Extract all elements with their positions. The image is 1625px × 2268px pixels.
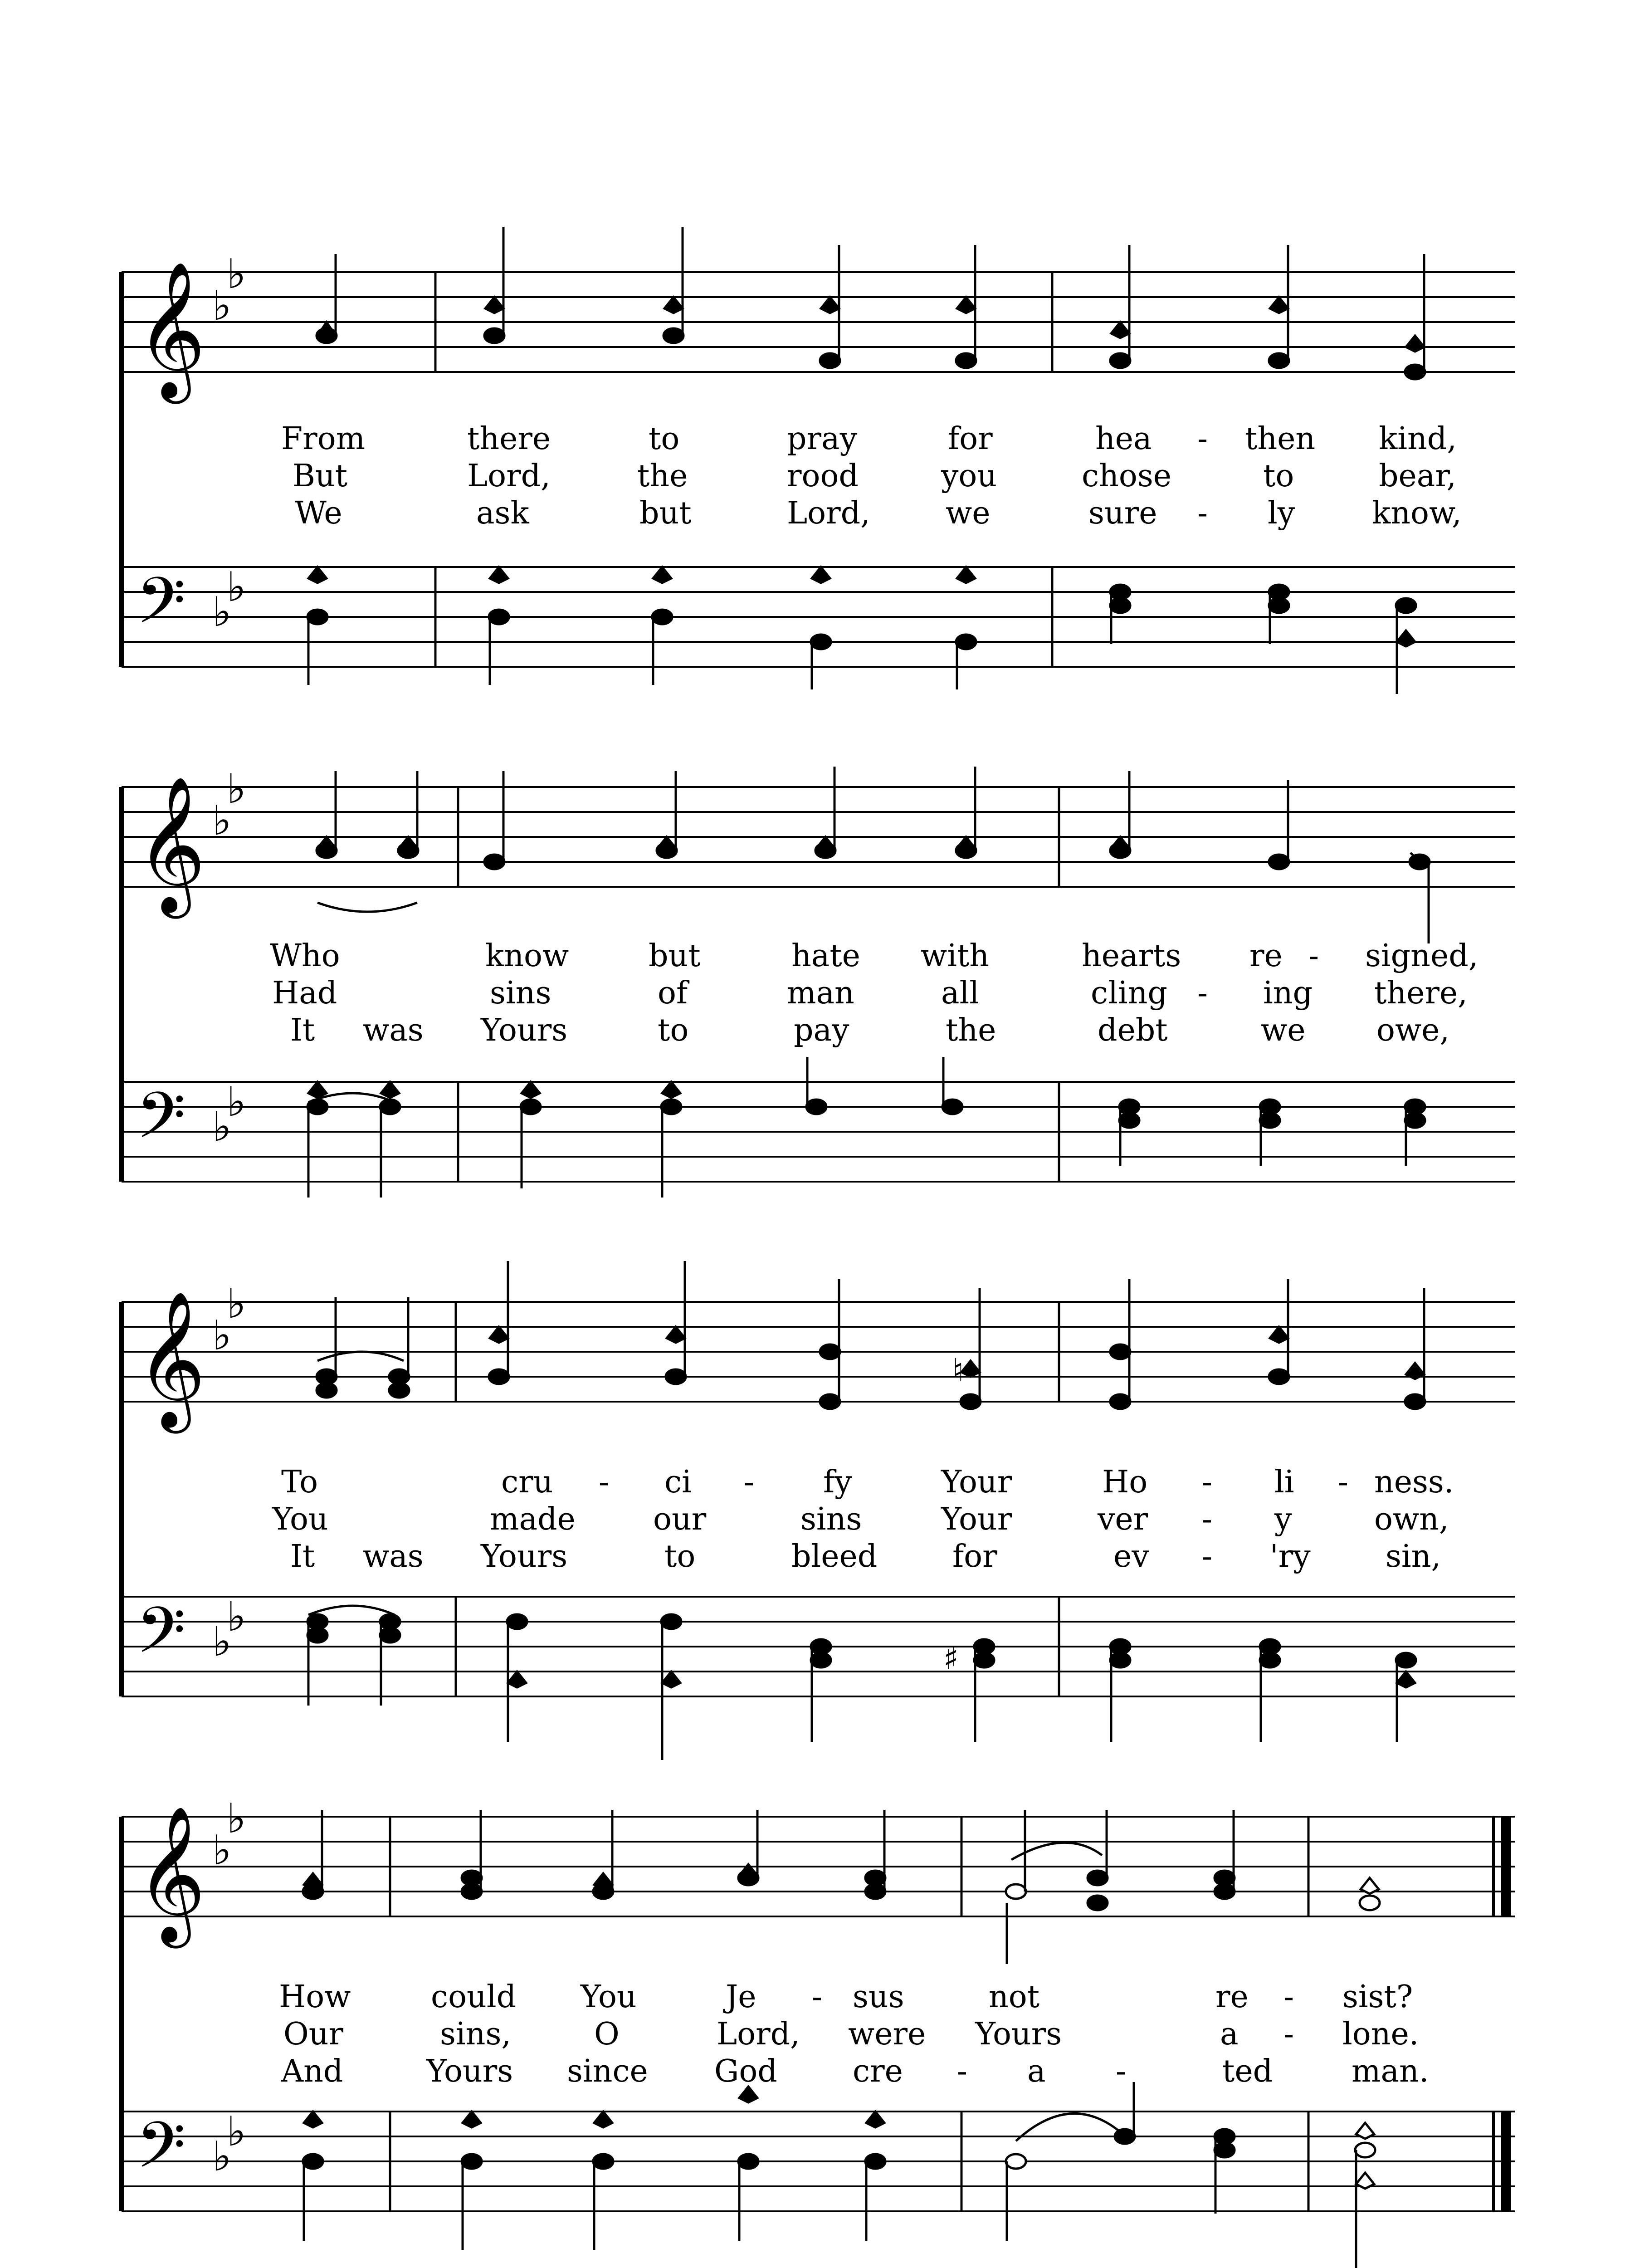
lyric-syllable: You [272,1501,328,1537]
lyric-syllable: ly [1268,495,1295,531]
key-signature-treble [212,1795,246,1874]
lyric-syllable: there, [1374,975,1468,1011]
lyric-syllable: kind, [1379,421,1457,457]
key-signature-treble [212,250,246,330]
treble-clef: 𝄞 [136,776,206,913]
lyric-hyphen: - [812,1979,822,2015]
lyric-syllable: ev [1113,1539,1149,1574]
system-2 [119,765,1515,1198]
key-signature-bass [212,2108,246,2180]
lyric-syllable: not [989,1979,1040,2015]
lyric-syllable: ver [1098,1501,1148,1537]
lyric-syllable: then [1245,421,1316,457]
lyric-syllable: Your [941,1464,1012,1500]
svg-text:♭: ♭ [227,2108,246,2156]
lyric-syllable: fy [823,1464,852,1500]
svg-text:♭: ♭ [227,1795,246,1843]
system-3 [119,1261,1515,1760]
key-signature-bass [212,1078,246,1151]
lyric-syllable: O [594,2016,620,2052]
lyric-syllable: sist? [1342,1979,1413,2015]
lyrics-verse-3 [290,1012,1449,1048]
lyric-syllable: ted [1222,2053,1273,2089]
lyric-syllable: there [467,421,551,457]
treble-notes [303,1810,1380,1964]
lyric-syllable: Your [941,1501,1012,1537]
lyric-syllable: we [1261,1012,1306,1048]
lyric-syllable: own, [1374,1501,1449,1537]
lyric-syllable: Yours [481,1012,568,1048]
svg-text:♭: ♭ [212,797,232,845]
treble-staff [122,1817,1515,1916]
lyric-hyphen: - [1202,1539,1212,1574]
lyric-hyphen: - [1202,1464,1212,1500]
lyric-syllable: owe, [1376,1012,1450,1048]
svg-text:♭: ♭ [212,1618,232,1666]
lyric-syllable: our [653,1501,707,1537]
lyric-syllable: sins [490,975,551,1011]
bass-clef: 𝄢 [136,1593,186,1683]
lyric-syllable: y [1274,1501,1292,1537]
lyric-syllable: of [658,975,688,1011]
treble-notes [317,1261,1425,1409]
lyric-syllable: ci [664,1464,692,1500]
svg-text:♭: ♭ [227,765,246,813]
lyric-syllable: ness. [1374,1464,1454,1500]
lyric-syllable: ing [1263,975,1313,1011]
lyric-syllable: And [281,2053,343,2089]
lyric-syllable: But [293,458,348,494]
sharp-sign: ♯ [943,1640,959,1677]
lyrics-verse-2 [272,975,1468,1011]
lyric-syllable: pray [787,421,857,457]
lyric-syllable: man. [1352,2053,1429,2089]
lyric-syllable: hea [1095,421,1152,457]
lyric-syllable: bleed [791,1539,878,1574]
lyric-syllable: sins [800,1501,862,1537]
system-bracket [119,1302,124,1696]
lyric-syllable: for [952,1539,997,1574]
lyric-hyphen: - [957,2053,967,2089]
lyric-syllable: sure [1088,495,1157,531]
lyric-syllable: a [1220,2016,1239,2052]
lyric-syllable: the [637,458,688,494]
lyric-syllable: could [431,1979,517,2015]
lyric-syllable: man [787,975,854,1011]
lyrics-verse-3 [290,1539,1441,1574]
lyric-syllable: to [1263,458,1294,494]
lyric-syllable: re [1249,938,1283,974]
lyric-hyphen: - [1197,421,1208,457]
lyric-syllable: debt [1098,1012,1168,1048]
svg-text:♭: ♭ [212,1103,232,1151]
lyric-syllable: was [363,1539,424,1574]
lyric-syllable: hearts [1082,938,1181,974]
treble-clef: 𝄞 [136,1290,206,1427]
lyric-syllable: were [848,2016,926,2052]
lyric-syllable: 'ry [1270,1539,1311,1574]
tie [317,1352,404,1361]
system-bracket [119,787,124,1182]
lyric-syllable: Lord, [787,495,870,531]
lyric-syllable: cling [1091,975,1167,1011]
system-bracket [119,1817,124,2211]
lyrics-verse-3 [295,495,1462,531]
lyric-syllable: Yours [426,2053,513,2089]
lyric-syllable: Yours [481,1539,568,1574]
lyrics-verse-2 [283,2016,1419,2052]
bass-clef: 𝄢 [136,2108,186,2198]
lyric-hyphen: - [1283,1979,1294,2015]
bass-notes [307,1614,1416,1760]
lyric-syllable: made [490,1501,576,1537]
lyric-syllable: to [649,421,680,457]
lyric-hyphen: - [744,1464,754,1500]
lyric-syllable: a [1027,2053,1046,2089]
svg-text:♭: ♭ [212,2133,232,2180]
lyric-hyphen: - [1202,1501,1212,1537]
lyrics-verse-1 [281,421,1457,457]
lyric-syllable: Je [726,1979,756,2015]
bass-notes [307,1057,1425,1198]
lyric-syllable: know [485,938,569,974]
lyric-syllable: Lord, [717,2016,800,2052]
treble-clef: 𝄞 [136,1805,206,1942]
treble-notes [317,767,1430,943]
lyric-syllable: Ho [1102,1464,1148,1500]
tie [308,1606,395,1615]
lyric-hyphen: - [1308,938,1319,974]
lyric-syllable: we [946,495,991,531]
lyric-syllable: pay [794,1012,849,1048]
bass-notes [307,567,1416,694]
svg-text:♭: ♭ [227,1078,246,1126]
lyric-syllable: chose [1082,458,1171,494]
lyric-syllable: with [921,938,990,974]
bass-clef: 𝄢 [136,1079,186,1168]
bass-staff [122,1082,1515,1182]
system-4 [119,1795,1515,2268]
natural-sign: ♮ [952,1352,964,1389]
treble-notes [317,227,1425,379]
lyric-hyphen: - [1197,495,1208,531]
lyric-syllable: Lord, [467,458,551,494]
lyrics-verse-1 [281,1464,1454,1500]
lyric-syllable: Our [283,2016,344,2052]
svg-text:♭: ♭ [227,1280,246,1328]
svg-text:♭: ♭ [212,1827,232,1874]
system-bracket [119,272,124,667]
lyric-syllable: the [946,1012,996,1048]
lyric-syllable: ask [476,495,529,531]
tie [317,903,417,912]
treble-staff [122,272,1515,372]
treble-staff [122,787,1515,887]
lyric-hyphen: - [1197,975,1208,1011]
lyric-syllable: Had [272,975,337,1011]
lyric-syllable: for [948,421,993,457]
lyric-syllable: bear, [1379,458,1456,494]
lyric-syllable: How [279,1979,351,2015]
lyric-hyphen: - [1338,1464,1348,1500]
lyric-syllable: cre [853,2053,903,2089]
key-signature-treble [212,1280,246,1359]
svg-text:♭: ♭ [212,588,232,636]
bass-staff [122,2112,1515,2211]
final-barline [1492,1817,1511,2211]
lyric-syllable: Yours [975,2016,1062,2052]
svg-text:♭: ♭ [227,250,246,298]
lyric-syllable: It [290,1539,315,1574]
bass-clef: 𝄢 [136,564,186,654]
lyric-syllable: know, [1372,495,1462,531]
lyric-syllable: We [295,495,342,531]
lyric-syllable: Who [270,938,340,974]
lyric-syllable: You [581,1979,637,2015]
lyric-syllable: to [664,1539,696,1574]
system-1 [119,227,1515,694]
lyric-hyphen: - [599,1464,609,1500]
lyrics-verse-1 [270,938,1478,974]
lyric-syllable: God [714,2053,777,2089]
lyrics-verse-3 [281,2053,1429,2089]
bass-notes [303,2082,1375,2268]
lyric-syllable: sus [853,1979,904,2015]
lyrics-verse-2 [272,1501,1449,1537]
lyric-syllable: you [941,458,997,494]
svg-text:♭: ♭ [212,1312,232,1359]
lyric-hyphen: - [1116,2053,1126,2089]
svg-text:♭: ♭ [212,282,232,330]
lyric-syllable: since [567,2053,648,2089]
lyric-syllable: signed, [1365,938,1479,974]
key-signature-bass [212,563,246,636]
key-signature-bass [212,1593,246,1666]
lyric-hyphen: - [1283,2016,1294,2052]
lyric-syllable: li [1274,1464,1294,1500]
lyric-syllable: sin, [1386,1539,1441,1574]
key-signature-treble [212,765,246,845]
barlines [390,1817,1308,2211]
lyric-syllable: but [639,495,692,531]
lyric-syllable: sins, [440,2016,511,2052]
svg-text:♭: ♭ [227,1593,246,1641]
lyric-syllable: all [941,975,980,1011]
lyric-syllable: was [363,1012,424,1048]
treble-clef: 𝄞 [136,261,206,398]
lyric-syllable: It [290,1012,315,1048]
lyrics-verse-1 [279,1979,1413,2015]
lyric-syllable: lone. [1342,2016,1419,2052]
lyric-syllable: To [281,1464,318,1500]
lyrics-verse-2 [293,458,1456,494]
lyric-syllable: rood [787,458,859,494]
lyric-syllable: to [658,1012,689,1048]
lyric-syllable: but [649,938,701,974]
lyric-syllable: hate [791,938,860,974]
lyric-syllable: cru [501,1464,553,1500]
lyric-syllable: From [281,421,366,457]
svg-text:♭: ♭ [227,563,246,611]
lyric-syllable: re [1215,1979,1249,2015]
